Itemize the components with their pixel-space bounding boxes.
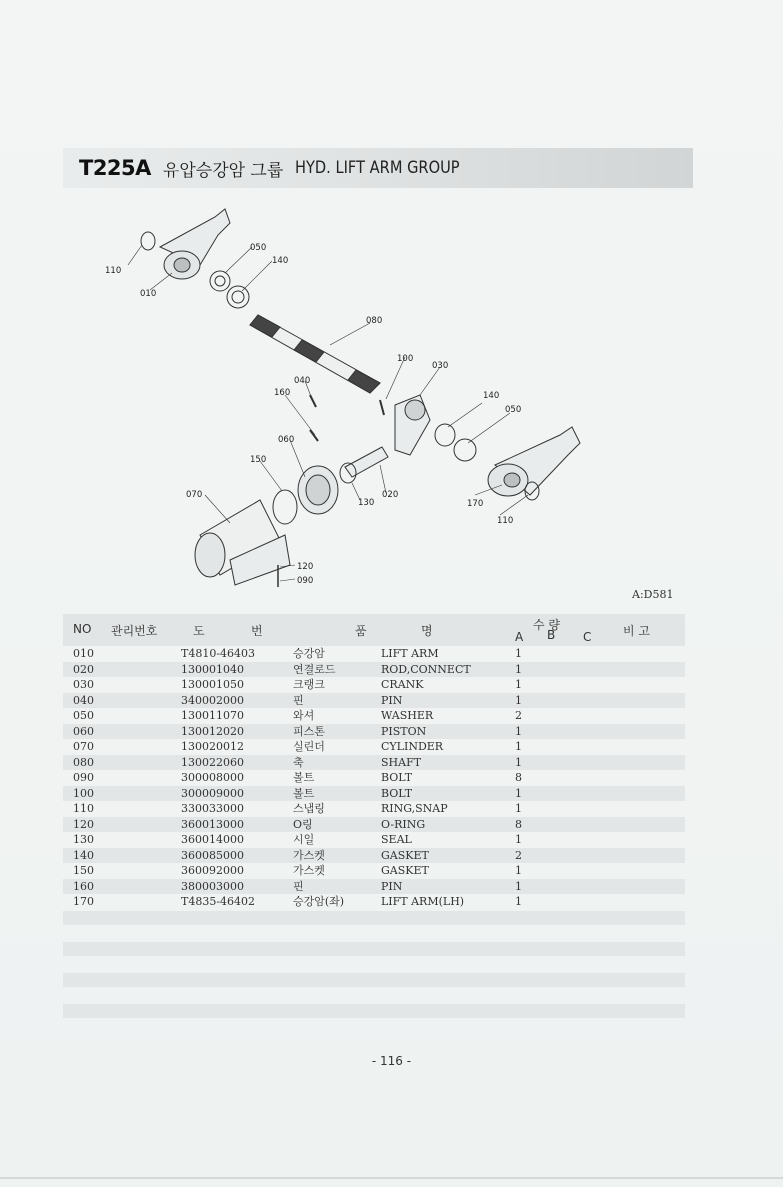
row-part-number: 130012020 [181, 724, 244, 738]
piston-inner [306, 475, 330, 505]
table-row [63, 848, 685, 864]
header-drawing-2: 번 [251, 624, 263, 638]
row-name-en: SEAL [381, 833, 412, 846]
row-name-kr: 볼트 [293, 786, 315, 800]
row-part-number: 130001050 [181, 678, 244, 691]
row-name-kr: 피스톤 [293, 724, 325, 738]
table-row [63, 894, 685, 910]
header-mgmt-number: 관리번호 [111, 624, 158, 638]
row-name-kr: 축 [293, 755, 304, 769]
row-qty: 1 [515, 833, 522, 846]
row-name-en: LIFT ARM [381, 647, 439, 660]
blank-row [63, 942, 685, 956]
blank-row [63, 1004, 685, 1018]
shaft-spline-c [348, 370, 380, 393]
row-name-kr: 볼트 [293, 771, 315, 784]
table-row [63, 832, 685, 848]
row-name-en: CRANK [381, 678, 424, 691]
gasket-140b-shape [435, 424, 455, 446]
table-row [63, 863, 685, 879]
washer-050b-shape [454, 439, 476, 461]
row-name-en: PISTON [381, 724, 427, 738]
table-header [63, 614, 685, 646]
header-qty: 수 량 [533, 618, 560, 632]
row-name-kr: 스냅링 [293, 802, 325, 815]
row-name-en: SHAFT [381, 755, 422, 769]
lift-arm-rh-bore [174, 258, 190, 272]
table-row [63, 662, 685, 678]
row-qty: 1 [515, 755, 522, 769]
row-no: 150 [73, 864, 94, 877]
row-no: 070 [73, 740, 94, 753]
callout-070: 070 [186, 490, 203, 500]
row-name-en: PIN [381, 693, 403, 707]
row-name-kr: 핀 [293, 693, 304, 707]
row-part-number: 360085000 [181, 848, 244, 862]
callout-030: 030 [432, 361, 449, 371]
row-qty: 1 [515, 895, 522, 908]
header-qty-c: C [583, 630, 592, 644]
row-part-number: T4810-46403 [181, 647, 256, 660]
bolt-100-shape [380, 400, 384, 415]
row-name-kr: O링 [293, 817, 313, 831]
row-part-number: 300009000 [181, 786, 244, 800]
table-row [63, 646, 685, 662]
row-qty: 1 [515, 786, 522, 800]
row-no: 060 [73, 724, 94, 738]
row-qty: 1 [515, 693, 522, 707]
row-part-number: 130022060 [181, 755, 244, 769]
row-no: 100 [73, 786, 94, 800]
row-qty: 8 [515, 817, 522, 831]
row-no: 030 [73, 678, 94, 691]
table-row [63, 693, 685, 709]
row-name-kr: 크랭크 [293, 678, 325, 691]
table-row [63, 739, 685, 755]
row-no: 160 [73, 879, 94, 893]
row-name-kr: 핀 [293, 879, 304, 893]
callout-140b: 140 [483, 391, 500, 401]
row-no: 050 [73, 709, 94, 722]
callout-050b: 050 [505, 405, 522, 415]
page-bottom-edge [0, 1177, 783, 1179]
row-part-number: 130020012 [181, 740, 244, 753]
row-qty: 1 [515, 647, 522, 660]
row-name-kr: 승강암 [293, 647, 325, 660]
table-body [63, 646, 685, 910]
blank-row [63, 911, 685, 925]
row-name-en: RING,SNAP [381, 802, 448, 815]
row-qty: 1 [515, 740, 522, 753]
row-part-number: 360014000 [181, 833, 244, 846]
row-qty: 1 [515, 802, 522, 815]
row-part-number: 340002000 [181, 693, 244, 707]
table-row [63, 801, 685, 817]
row-no: 120 [73, 817, 94, 831]
group-title-english: HYD. LIFT ARM GROUP [295, 158, 460, 178]
row-qty: 8 [515, 771, 522, 784]
table-row [63, 817, 685, 833]
callout-170: 170 [467, 499, 484, 509]
row-name-kr: 가스켓 [293, 864, 325, 877]
row-qty: 2 [515, 848, 522, 862]
table-row [63, 677, 685, 693]
row-name-en: PIN [381, 879, 403, 893]
row-name-en: BOLT [381, 771, 413, 784]
callout-040: 040 [294, 376, 311, 386]
callout-080: 080 [366, 316, 383, 326]
row-name-kr: 와셔 [293, 709, 315, 722]
lift-arm-lh-bore [504, 473, 520, 487]
row-name-kr: 가스켓 [293, 848, 325, 862]
row-name-en: BOLT [381, 786, 413, 800]
gasket-140-shape [227, 286, 249, 308]
row-name-en: WASHER [381, 709, 434, 722]
callout-150: 150 [250, 455, 267, 465]
row-name-kr: 실린더 [293, 740, 325, 753]
row-name-en: GASKET [381, 848, 429, 862]
callout-100: 100 [397, 354, 414, 364]
row-name-kr: 시일 [293, 833, 315, 846]
table-row [63, 755, 685, 771]
row-part-number: 330033000 [181, 802, 244, 815]
blank-row [63, 973, 685, 987]
callout-labels [105, 243, 521, 586]
row-part-number: 130001040 [181, 662, 244, 676]
callout-120: 120 [297, 562, 314, 572]
header-name-2: 명 [421, 624, 433, 638]
header-name-1: 품 [355, 624, 367, 638]
row-name-kr: 승강암(좌) [293, 895, 345, 908]
gasket-140-bore [232, 291, 244, 303]
row-no: 170 [73, 895, 94, 908]
table-row [63, 724, 685, 740]
table-row [63, 786, 685, 802]
row-qty: 1 [515, 879, 522, 893]
callout-060: 060 [278, 435, 295, 445]
leader-lines [128, 245, 528, 581]
row-name-en: GASKET [381, 864, 429, 877]
callout-140: 140 [272, 256, 289, 266]
row-no: 140 [73, 848, 94, 862]
header-qty-a: A [515, 630, 524, 644]
table-row [63, 708, 685, 724]
callout-160: 160 [274, 388, 291, 398]
gasket-150-shape [273, 490, 297, 524]
row-part-number: T4835-46402 [181, 895, 256, 908]
table-row [63, 879, 685, 895]
row-no: 090 [73, 771, 94, 784]
header-no: NO [73, 622, 92, 636]
crank-bore [405, 400, 425, 420]
row-no: 040 [73, 693, 94, 707]
cylinder-end [195, 533, 225, 577]
callout-110: 110 [105, 266, 122, 276]
table-row [63, 770, 685, 786]
header-drawing-1: 도 [193, 624, 205, 638]
row-part-number: 130011070 [181, 709, 244, 722]
row-qty: 1 [515, 662, 522, 676]
callout-130: 130 [358, 498, 375, 508]
row-no: 020 [73, 662, 94, 676]
row-part-number: 360092000 [181, 864, 244, 877]
header-qty-b: B [547, 628, 556, 642]
callout-010: 010 [140, 289, 157, 299]
row-name-en: ROD,CONNECT [381, 662, 471, 676]
row-name-en: CYLINDER [381, 740, 444, 753]
header-remarks: 비 고 [623, 624, 650, 638]
exploded-parts-diagram [90, 195, 610, 605]
washer-050-shape [210, 271, 230, 291]
group-code: T225A [79, 156, 151, 180]
row-no: 080 [73, 755, 94, 769]
row-qty: 1 [515, 864, 522, 877]
section-title-bar [63, 148, 693, 188]
row-qty: 2 [515, 709, 522, 722]
row-name-en: LIFT ARM(LH) [381, 895, 465, 908]
pin-160-shape [310, 430, 318, 441]
row-name-en: O-RING [381, 817, 426, 831]
snap-ring-110-shape [141, 232, 155, 250]
row-no: 010 [73, 647, 94, 660]
row-no: 110 [73, 802, 94, 815]
row-name-kr: 연결로드 [293, 662, 336, 676]
callout-110b: 110 [497, 516, 514, 526]
row-no: 130 [73, 833, 94, 846]
page-number: - 116 - [371, 1054, 412, 1068]
washer-050-bore [215, 276, 225, 286]
parts-table [63, 614, 685, 910]
row-part-number: 360013000 [181, 817, 244, 831]
row-qty: 1 [515, 724, 522, 738]
group-title-korean: 유압승강암 그룹 [162, 160, 284, 181]
callout-050: 050 [250, 243, 267, 253]
row-part-number: 300008000 [181, 771, 244, 784]
callout-090: 090 [297, 576, 314, 586]
diagram-reference: A:D581 [632, 588, 674, 601]
row-part-number: 380003000 [181, 879, 244, 893]
row-qty: 1 [515, 678, 522, 691]
callout-020: 020 [382, 490, 399, 500]
